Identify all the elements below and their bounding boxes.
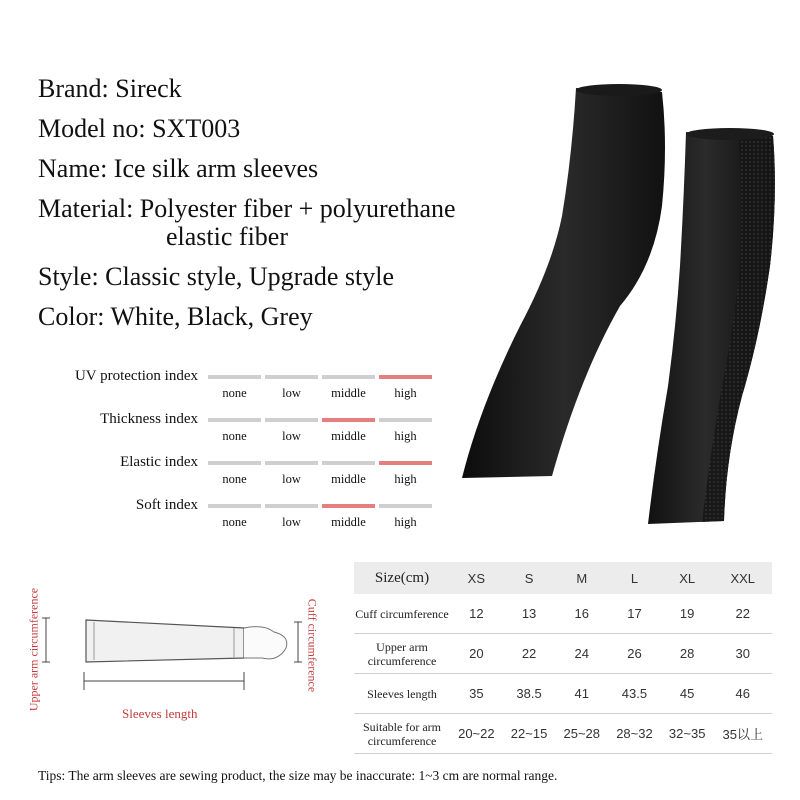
table-cell: 20~22: [450, 714, 503, 754]
index-level-label: middle: [331, 515, 366, 529]
index-label: Soft index: [135, 497, 198, 513]
sleeve-size-diagram: [28, 566, 338, 736]
index-segment-none: [208, 504, 261, 508]
table-cell: 13: [503, 594, 556, 634]
cuff-circumference-label: Cuff circumference: [305, 598, 320, 693]
index-segment-high: [379, 504, 432, 508]
size-table: [354, 562, 772, 754]
size-xl: XL: [661, 562, 714, 594]
size-xs: XS: [450, 562, 503, 594]
index-level-label: low: [282, 386, 301, 400]
table-cell: 19: [661, 594, 714, 634]
index-level-label: middle: [331, 429, 366, 443]
table-cell: 35: [450, 674, 503, 714]
index-row: [20, 407, 420, 450]
spec-model: Model no: SXT003: [38, 114, 241, 143]
row-label: Sleeves length: [354, 674, 450, 714]
size-s: S: [503, 562, 556, 594]
index-segment-none: [208, 375, 261, 379]
spec-name: Name: Ice silk arm sleeves: [38, 154, 319, 183]
table-cell: 24: [555, 634, 608, 674]
index-segment-high: [379, 418, 432, 422]
index-level-label: high: [394, 472, 417, 486]
arm-sleeves-image: [440, 76, 790, 536]
index-level-label: none: [222, 515, 247, 529]
index-row: [20, 493, 420, 536]
index-label: Thickness index: [100, 411, 198, 427]
index-level-label: none: [222, 386, 247, 400]
table-row: [354, 594, 772, 634]
index-segment-middle: [322, 418, 375, 422]
row-label: Suitable for arm circumference: [354, 714, 450, 754]
size-table-header: [354, 562, 772, 594]
index-level-label: high: [394, 515, 417, 529]
table-cell: 38.5: [503, 674, 556, 714]
row-label: Upper arm circumference: [354, 634, 450, 674]
table-cell: 17: [608, 594, 661, 634]
index-segment-low: [265, 461, 318, 465]
index-level-label: low: [282, 515, 301, 529]
index-level-label: high: [394, 386, 417, 400]
size-l: L: [608, 562, 661, 594]
table-row: [354, 714, 772, 754]
index-segment-middle: [322, 375, 375, 379]
table-row: [354, 674, 772, 714]
table-cell: 20: [450, 634, 503, 674]
table-cell: 22~15: [503, 714, 556, 754]
index-segment-low: [265, 504, 318, 508]
index-level-label: middle: [331, 472, 366, 486]
index-ratings: [20, 364, 420, 536]
index-row: [20, 364, 420, 407]
sleeves-length-label: Sleeves length: [122, 706, 198, 721]
size-xxl: XXL: [714, 562, 772, 594]
row-label: Cuff circumference: [354, 594, 450, 634]
spec-color: Color: White, Black, Grey: [38, 302, 313, 331]
index-level-label: low: [282, 472, 301, 486]
spec-style: Style: Classic style, Upgrade style: [38, 262, 395, 291]
index-row: [20, 450, 420, 493]
table-cell: 16: [555, 594, 608, 634]
table-cell: 45: [661, 674, 714, 714]
table-cell: 28~32: [608, 714, 661, 754]
table-cell: 22: [503, 634, 556, 674]
spec-material-line1: Material: Polyester fiber + polyurethane: [38, 194, 456, 223]
table-cell: 41: [555, 674, 608, 714]
table-cell: 46: [714, 674, 772, 714]
index-level-label: high: [394, 429, 417, 443]
index-segment-low: [265, 375, 318, 379]
index-segment-high: [379, 375, 432, 379]
tips-note: Tips: The arm sleeves are sewing product, the size may be inaccurate: 1~3 cm are normal range.: [38, 768, 558, 783]
front-sleeve: [648, 128, 775, 524]
index-level-label: none: [222, 429, 247, 443]
index-label: UV protection index: [74, 368, 198, 384]
index-segment-low: [265, 418, 318, 422]
spec-material-line2: elastic fiber: [166, 222, 288, 251]
index-segment-none: [208, 418, 261, 422]
table-cell: 35以上: [714, 714, 772, 754]
index-level-label: none: [222, 472, 247, 486]
spec-brand: Brand: Sireck: [38, 74, 182, 103]
table-cell: 25~28: [555, 714, 608, 754]
upper-arm-circumference-label: Upper arm circumference: [26, 587, 41, 712]
table-cell: 30: [714, 634, 772, 674]
index-segment-none: [208, 461, 261, 465]
table-row: [354, 634, 772, 674]
table-cell: 22: [714, 594, 772, 634]
size-m: M: [555, 562, 608, 594]
table-cell: 28: [661, 634, 714, 674]
index-segment-middle: [322, 504, 375, 508]
table-cell: 12: [450, 594, 503, 634]
index-segment-high: [379, 461, 432, 465]
index-level-label: low: [282, 429, 301, 443]
table-cell: 32~35: [661, 714, 714, 754]
index-label: Elastic index: [120, 454, 198, 470]
index-segment-middle: [322, 461, 375, 465]
back-sleeve: [462, 84, 665, 478]
size-header-label: Size(cm): [354, 562, 450, 594]
index-level-label: middle: [331, 386, 366, 400]
table-cell: 43.5: [608, 674, 661, 714]
table-cell: 26: [608, 634, 661, 674]
